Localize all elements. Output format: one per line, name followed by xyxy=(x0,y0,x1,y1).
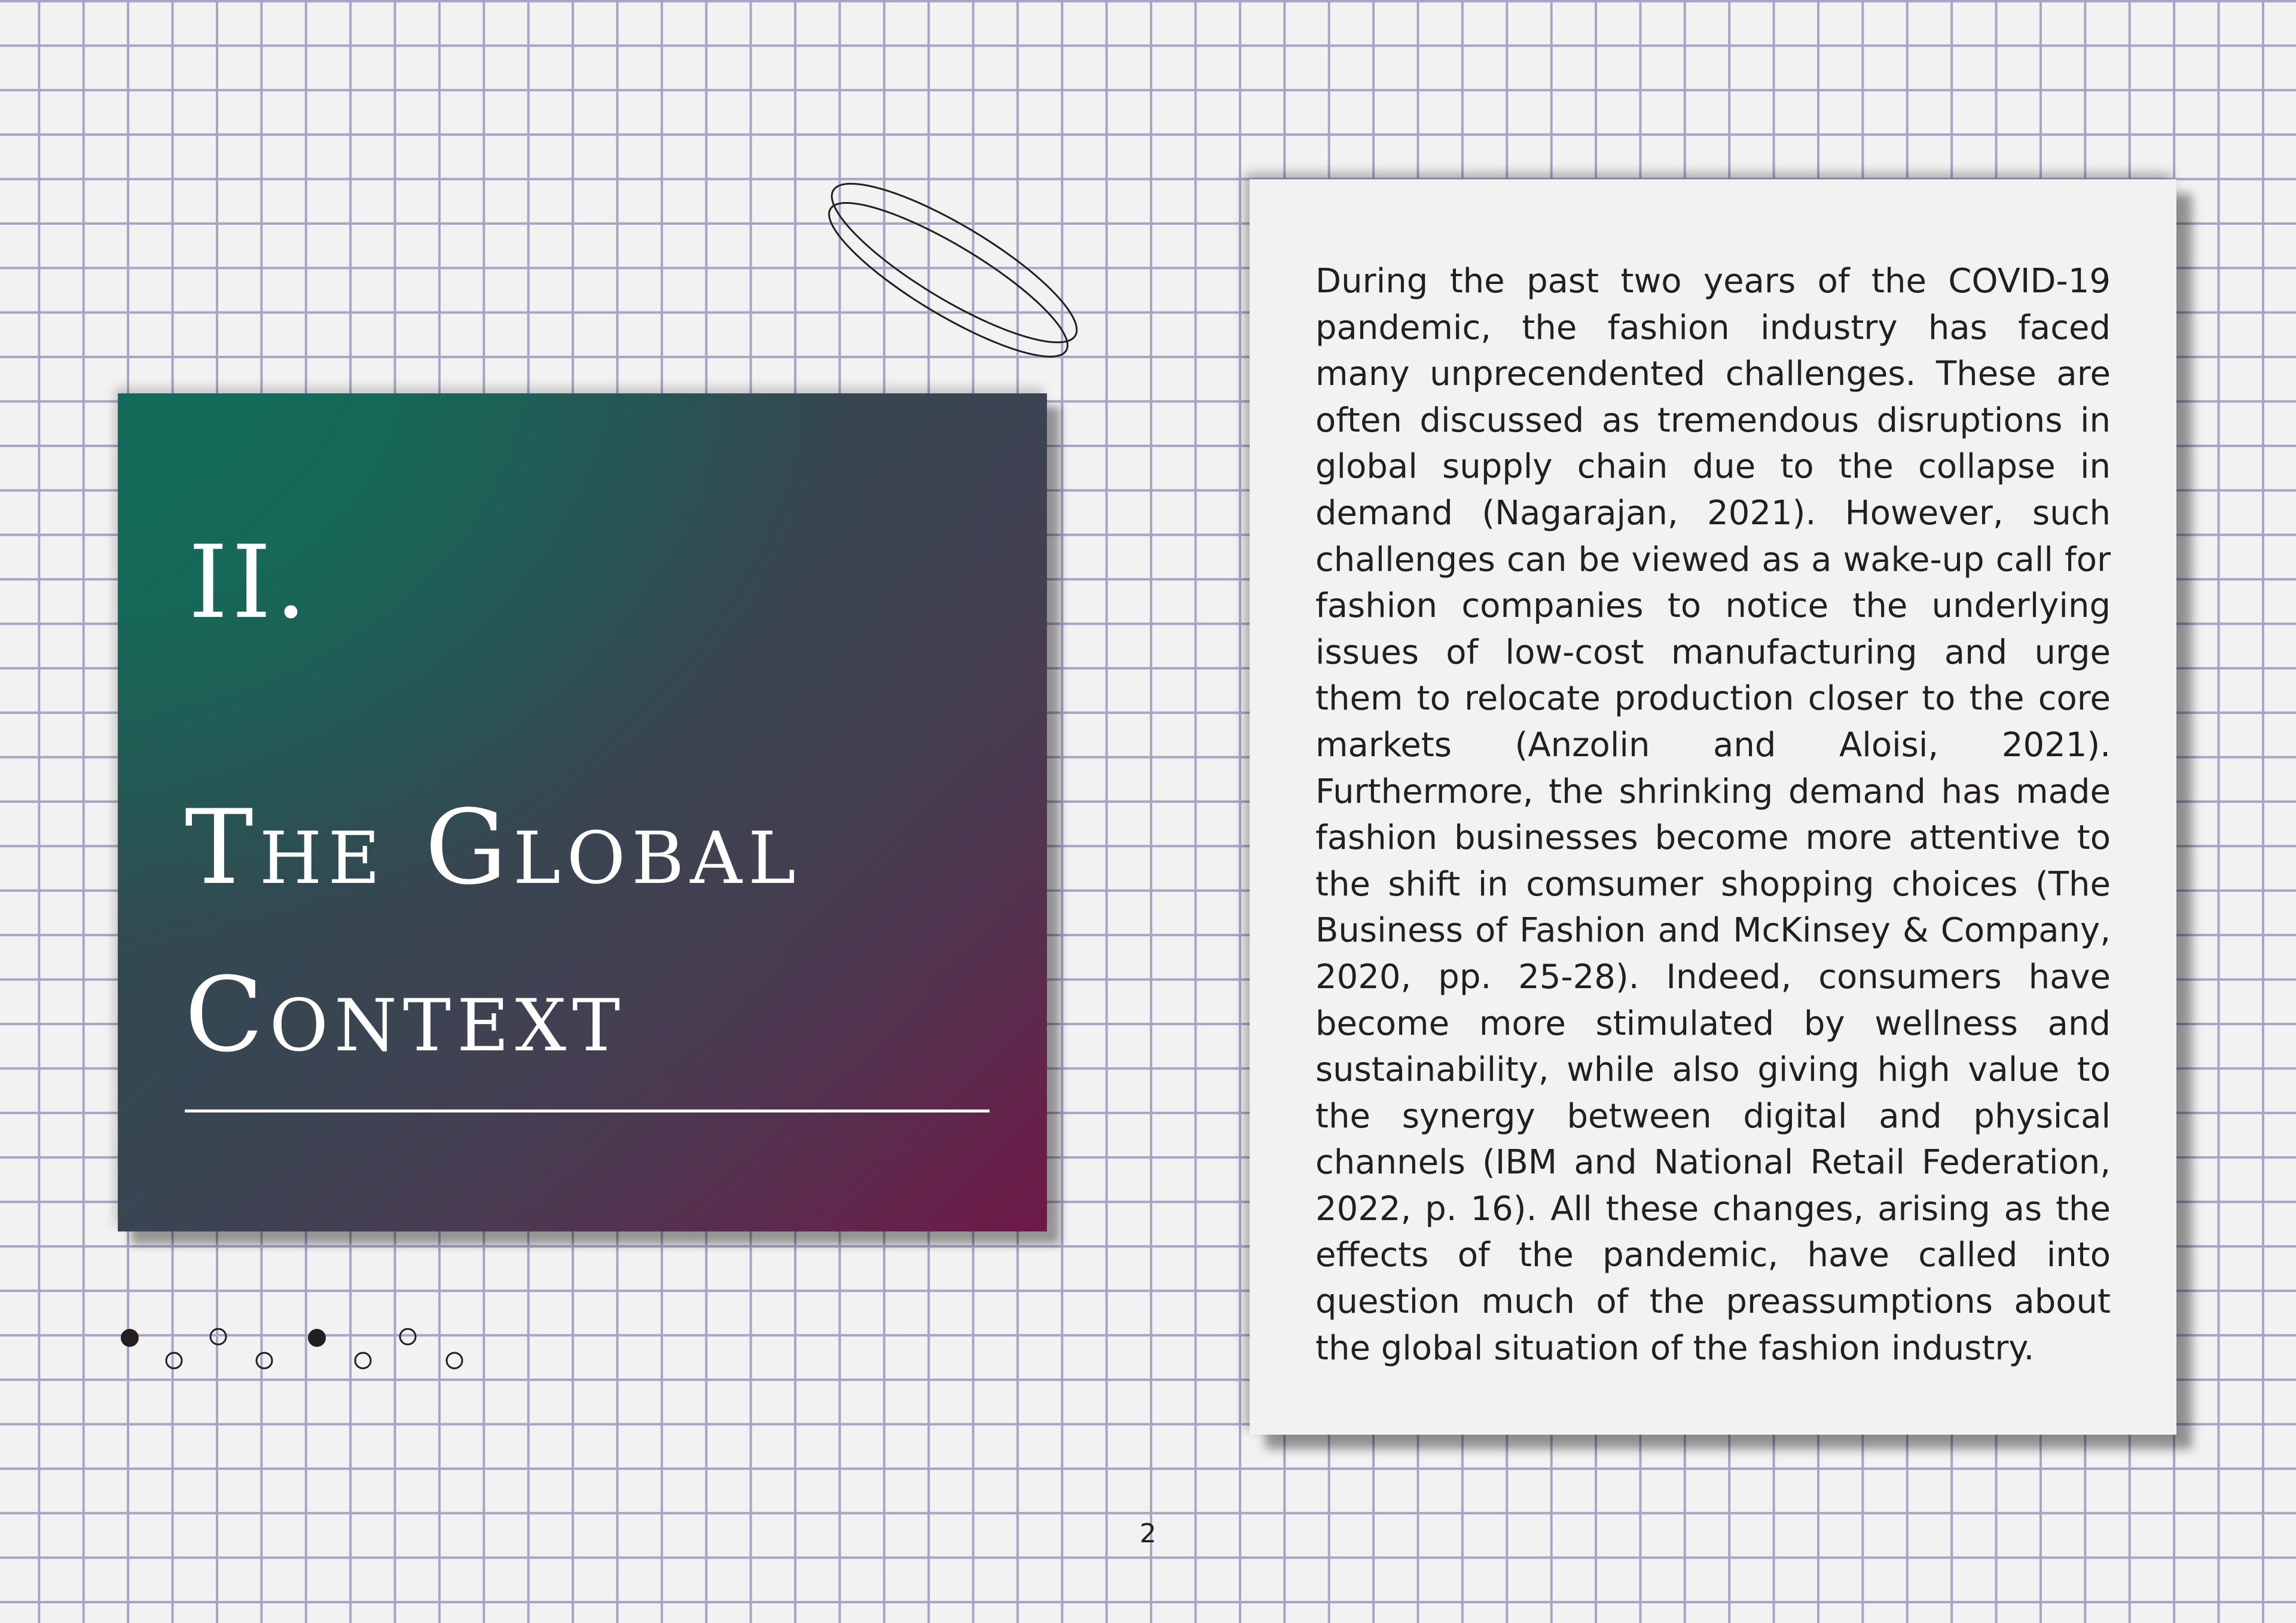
body-text-card xyxy=(1250,179,2176,1435)
dot-outline-4 xyxy=(355,1353,371,1368)
dot-filled-1 xyxy=(121,1329,139,1347)
halo-ellipse-upper xyxy=(814,173,1094,368)
dot-outline-5 xyxy=(400,1329,416,1344)
dot-outline-1 xyxy=(166,1353,182,1368)
section-title-line2: Context xyxy=(185,955,627,1075)
dot-outline-6 xyxy=(447,1353,462,1368)
section-number: II. xyxy=(188,524,311,641)
section-title-card xyxy=(118,393,1047,1231)
section-title-line1: The Global xyxy=(185,787,802,907)
section-title xyxy=(185,764,802,1099)
dot-outline-3 xyxy=(257,1353,272,1368)
dot-filled-2 xyxy=(308,1329,326,1347)
page-number: 2 xyxy=(1140,1518,1156,1549)
dot-outline-2 xyxy=(210,1329,226,1344)
halo-ellipses-decoration xyxy=(813,173,1100,377)
dots-decoration xyxy=(114,1315,484,1375)
halo-ellipse-lower xyxy=(813,179,1084,377)
body-paragraph: During the past two years of the COVID-19 pandemic, the fashion industry has faced many unprecendented challenges. These are often discussed as tremendous disruptions in global supply chain due to the collapse in demand (Nagarajan, 2021). However, such challenges can be viewed as a wake-up call for fashion companies to notice the underlying issues of low-cost manufacturing and urge them to relocate production closer to the core markets (Anzolin and Aloisi, 2021). Furthermore, the shrinking demand has made fashion businesses become more attentive to the shift in comsumer shopping choices (The Business of Fashion and McKinsey & Company, 2020, pp. 25-28). Indeed, consumers have become more stimulated by wellness and sustainability, while also giving high value to the synergy between digital and physical channels (IBM and National Retail Federation, 2022, p. 16). All these changes, arising as the effects of the pandemic, have called into question much of the preassumptions about the global situation of the fashion industry. xyxy=(1315,262,2111,1368)
title-underline-rule xyxy=(185,1109,990,1112)
